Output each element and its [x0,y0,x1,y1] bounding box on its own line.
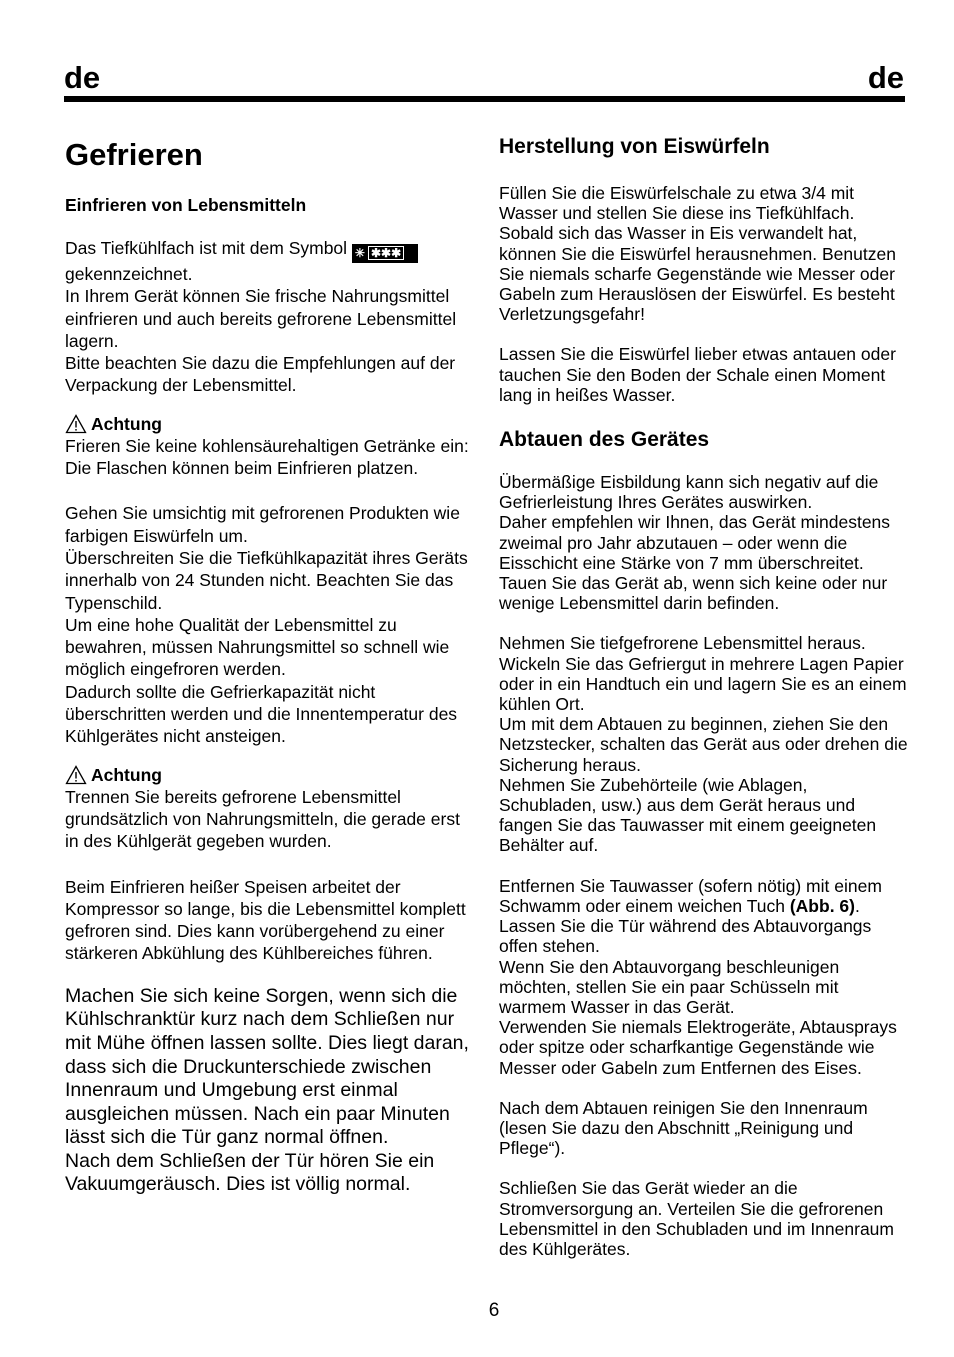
handling-text-4: Dadurch sollte die Gefrierkapazität nicht überschritten werden und die Innentemperatur des Kühlgerätes nicht ansteigen. [65,681,458,747]
door-text-2: Nach dem Schließen der Tür hören Sie ein Vakuumgeräusch. Dies ist völlig normal. [65,1149,435,1196]
header-lang-left: de [64,60,101,95]
defrost-text-6: Entfernen Sie Tauwasser (sofern nötig) mit einem Schwamm oder einem weichen Tuch [499,875,882,916]
intro-text-rest2: Bitte beachten Sie dazu die Empfehlungen auf der Verpackung der Lebensmittel. [65,353,456,396]
warning-triangle-icon [65,765,87,785]
defrost-paragraph-3 [499,876,909,1078]
defrost-paragraph-5: Schließen Sie das Gerät wieder an die Stromversorgung an. Verteilen Sie die gefrorenen Lebensmittel in den Schubladen und im Innenraum des Kühlgerätes. [499,1178,894,1259]
defrost-paragraph-1 [499,472,909,613]
defrost-text-7: Lassen Sie die Tür während des Abtauvorgangs offen stehen. [499,916,872,957]
intro-text-after: gekennzeichnet. [65,264,193,284]
defrost-text-9: Verwenden Sie niemals Elektrogeräte, Abtausprays oder spitze oder scharfkantige Gegenstände wie Messer oder Gabeln zum Entfernen des Eises. [499,1017,897,1078]
door-paragraph [65,985,477,1197]
defrost-text-6-end: . [854,895,860,916]
page-number: 6 [488,1300,500,1321]
defrost-text-8: Wenn Sie den Abtauvorgang beschleunigen möchten, stellen Sie ein paar Schüsseln mit warmem Wasser in das Gerät. [499,956,840,1017]
header-rule [64,96,905,102]
defrost-paragraph-2 [499,633,909,855]
door-text-1: Machen Sie sich keine Sorgen, wenn sich die Kühlschranktür kurz nach dem Schließen nur mit Mühe öffnen lassen sollte. Dies liegt daran, dass sich die Druckunterschiede zwischen Innenraum und Umgebung erst einmal ausgleichen müssen. Nach ein paar Minuten lässt sich die Tür ganz normal öffnen. [65,984,469,1149]
figure-reference: (Abb. 6) [789,895,855,916]
ice-paragraph-2: Lassen Sie die Eiswürfel lieber etwas antauen oder tauchen Sie den Boden der Schale einen Moment lang in heißes Wasser. [499,344,896,405]
header-lang-right: de [867,60,904,95]
warning-triangle-icon [65,414,87,434]
left-column [65,130,477,1209]
warning-block-1 [65,413,477,480]
handling-text-1: Gehen Sie umsichtig mit gefrorenen Produkten wie farbigen Eiswürfeln um. [65,503,460,546]
warning-title-1 [65,413,477,435]
warning-label-2: Achtung [91,764,162,785]
warning-text-2: Trennen Sie bereits gefrorene Lebensmittel grundsätzlich von Nahrungsmitteln, die gerade erst in des Kühlgerät gegeben wurden. [65,786,460,852]
defrost-text-3: Nehmen Sie tiefgefrorene Lebensmittel heraus. Wickeln Sie das Gefriergut in mehrere Lagen Papier oder in ein Handtuch ein und lagern Sie es an einem kühlen Ort. [499,633,907,715]
handling-text-2: Überschreiten Sie die Tiefkühlkapazität ihres Geräts innerhalb von 24 Stunden nicht. Beachten Sie das Typenschild. [65,547,468,613]
section-title-abtauen: Abtauen des Gerätes [499,428,710,452]
intro-text-before: Das Tiefkühlfach ist mit dem Symbol [65,238,348,258]
defrost-text-2: Daher empfehlen wir Ihnen, das Gerät mindestens zweimal pro Jahr abzutauen – oder wenn die Eisschicht eine Stärke von 7 mm überschreitet. Tauen Sie das Gerät ab, wenn sich keine oder nur wenige Lebensmittel darin befinden. [499,512,891,614]
ice-paragraph-1: Füllen Sie die Eiswürfelschale zu etwa 3/4 mit Wasser und stellen Sie diese ins Tiefkühlfach. Sobald sich das Wasser in Eis verwandelt hat, können Sie die Eiswürfel herausnehmen. Benutzen Sie niemals scharfe Gegenstände wie Messer oder Gabeln zum Herauslösen der Eiswürfel. Es besteht Verletzungsgefahr! [499,183,896,325]
subtitle-einfrieren: Einfrieren von Lebensmitteln [65,195,307,215]
intro-text-rest: In Ihrem Gerät können Sie frische Nahrungsmittel einfrieren und auch bereits gefrorene Lebensmittel lagern. [65,286,457,351]
warning-label-1: Achtung [91,413,162,434]
intro-paragraph [65,237,477,397]
freezer-star-icon: ✳ ✱✱✱ [352,244,418,263]
warning-title-2 [65,764,477,786]
section-title-gefrieren: Gefrieren [65,137,203,172]
right-column [499,130,909,1279]
hot-food-paragraph: Beim Einfrieren heißer Speisen arbeitet der Kompressor so lange, bis die Lebensmittel komplett gefroren sind. Dies kann vorübergehend zu einer stärkeren Abkühlung des Kühlbereiches führen. [65,876,466,964]
section-title-eiswuerfel: Herstellung von Eiswürfeln [499,135,770,158]
defrost-text-4: Um mit dem Abtauen zu beginnen, ziehen Sie den Netzstecker, schalten das Gerät aus oder drehen die Sicherung heraus. [499,714,908,775]
defrost-paragraph-4: Nach dem Abtauen reinigen Sie den Innenraum (lesen Sie dazu den Abschnitt „Reinigung und Pflege“). [499,1097,868,1159]
warning-text-1: Frieren Sie keine kohlensäurehaltigen Getränke ein: Die Flaschen können beim Einfrieren platzen. [65,435,469,479]
defrost-text-5: Nehmen Sie Zubehörteile (wie Ablagen, Schubladen, usw.) aus dem Gerät heraus und fangen Sie das Tauwasser mit einem geeigneten Behälter auf. [499,774,877,856]
warning-block-2 [65,764,477,853]
handling-paragraph [65,502,477,747]
handling-text-3: Um eine hohe Qualität der Lebensmittel zu bewahren, müssen Nahrungsmittel so schnell wie möglich eingefroren werden. [65,614,450,680]
defrost-text-1: Übermäßige Eisbildung kann sich negativ auf die Gefrierleistung Ihres Gerätes auswirken. [499,472,879,513]
